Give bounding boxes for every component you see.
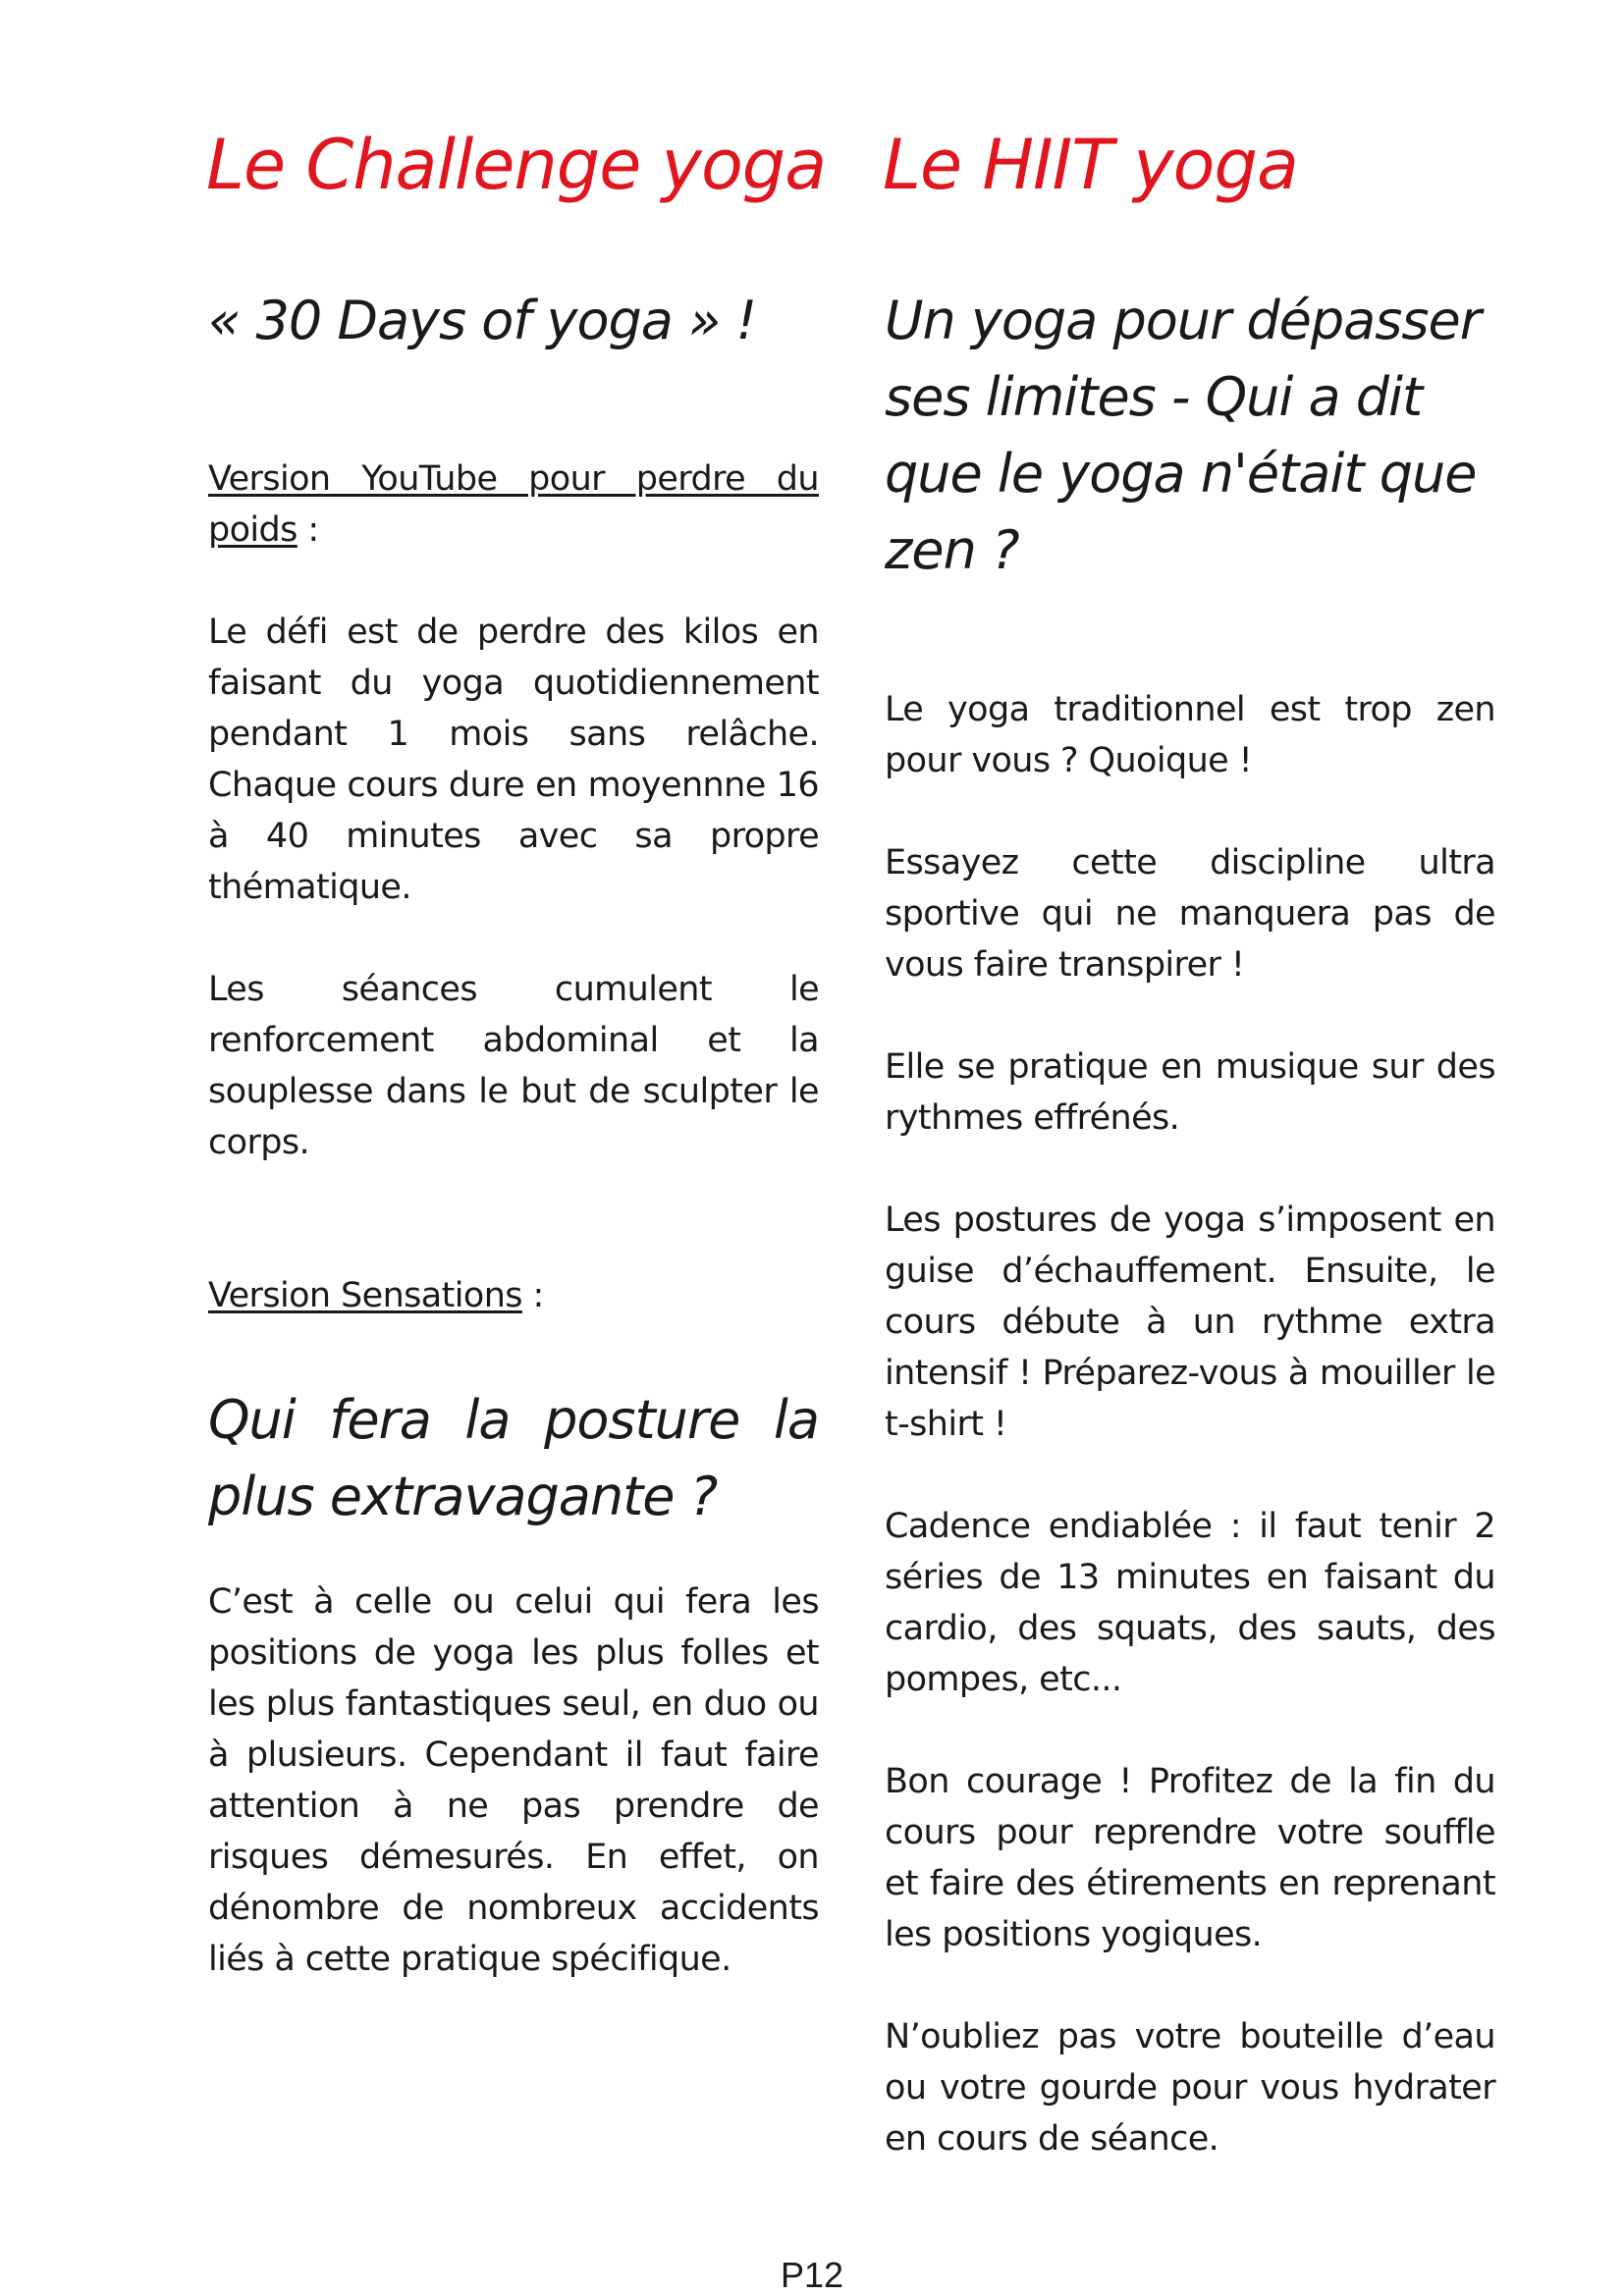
page-number: P12 bbox=[780, 2255, 844, 2295]
left-subtitle: « 30 Days of yoga » ! bbox=[208, 290, 757, 351]
right-title: Le HIIT yoga bbox=[883, 125, 1298, 205]
right-paragraph-traditionnel: Le yoga traditionnel est trop zen pour vous ? Quoique ! bbox=[885, 690, 1495, 780]
right-subtitle: Un yoga pour dépasser ses limites - Qui a dit que le yoga n'était que zen ? bbox=[885, 290, 1481, 581]
sensations-version-link: Version Sensations bbox=[208, 1276, 522, 1315]
youtube-version-link: Version YouTube pour perdre du poids bbox=[208, 459, 819, 550]
right-paragraph-discipline: Essayez cette discipline ultra sportive qui ne manquera pas de vous faire transpirer ! bbox=[885, 843, 1495, 985]
right-paragraph-courage: Bon courage ! Profitez de la fin du cours pour reprendre votre souffle et faire des étirements en reprenant les positions yogiques. bbox=[885, 1762, 1495, 1954]
sensations-version-label bbox=[208, 1270, 819, 1321]
left-paragraph-seances: Les séances cumulent le renforcement abdominal et la souplesse dans le but de sculpter le corps. bbox=[208, 970, 819, 1162]
right-paragraph-bouteille: N’oubliez pas votre bouteille d’eau ou votre gourde pour vous hydrater en cours de séance. bbox=[885, 2017, 1495, 2159]
left-paragraph-defi: Le défi est de perdre des kilos en faisant du yoga quotidiennement pendant 1 mois sans relâche. Chaque cours dure en moyennne 16 à 40 minutes avec sa propre thématique. bbox=[208, 613, 819, 907]
right-paragraph-musique: Elle se pratique en musique sur des rythmes effrénés. bbox=[885, 1047, 1495, 1138]
youtube-version-colon: : bbox=[297, 510, 319, 550]
left-paragraph-positions: C’est à celle ou celui qui fera les positions de yoga les plus folles et les plus fantastiques seul, en duo ou à plusieurs. Cependant il faut faire attention à ne pas prendre de risques démesurés. En effet, on dénombre de nombreux accidents liés à cette pratique spécifique. bbox=[208, 1582, 819, 1979]
sensations-version-colon: : bbox=[521, 1276, 544, 1315]
right-paragraph-postures: Les postures de yoga s’imposent en guise d’échauffement. Ensuite, le cours débute à un rythme extra intensif ! Préparez-vous à mouiller le t-shirt ! bbox=[885, 1201, 1495, 1444]
left-question-heading: Qui fera la posture la plus extravagante ? bbox=[208, 1389, 819, 1527]
left-title: Le Challenge yoga bbox=[206, 125, 827, 205]
youtube-version-label bbox=[208, 454, 819, 556]
right-paragraph-cadence: Cadence endiablée : il faut tenir 2 séries de 13 minutes en faisant du cardio, des squats, des sauts, des pompes, etc... bbox=[885, 1507, 1495, 1699]
